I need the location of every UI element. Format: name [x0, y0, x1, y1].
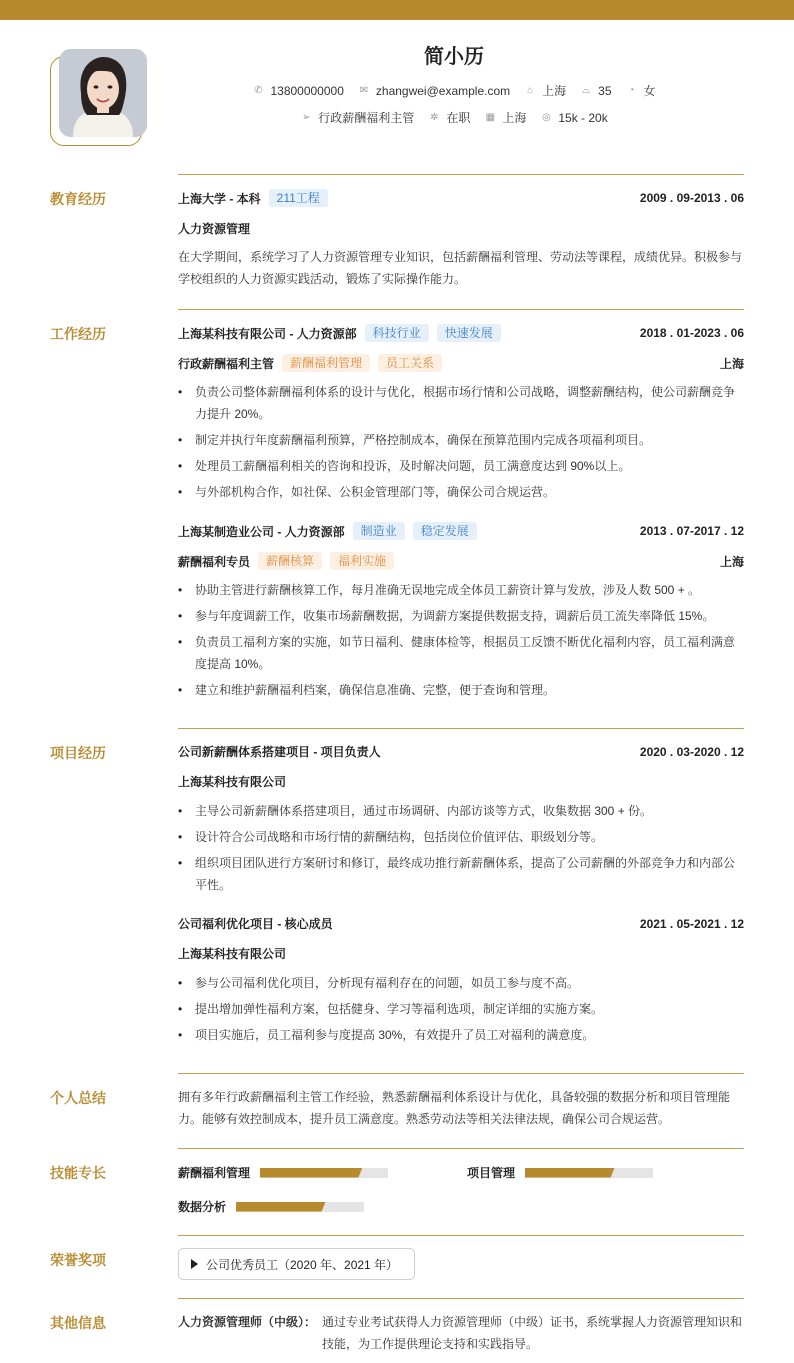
section-divider [178, 1073, 744, 1074]
home-icon: ⌂ [527, 85, 534, 96]
list-item: • 设计符合公司战略和市场行情的薪酬结构，包括岗位价值评估、职级划分等。 [178, 826, 744, 848]
section-title: 荣誉奖项 [50, 1252, 106, 1268]
age-icon: ⌓ [582, 85, 591, 96]
list-item: • 处理员工薪酬福利相关的咨询和投诉，及时解决问题，员工满意度达到 90%以上。 [178, 455, 744, 477]
salary-icon: ◎ [541, 112, 551, 123]
skill-name: 薪酬福利管理 [178, 1166, 251, 1180]
job-city: 上海 [719, 356, 744, 371]
age-text: 35 [598, 83, 612, 98]
section-title: 其他信息 [50, 1315, 106, 1331]
list-item: • 项目实施后，员工福利参与度提高 30%，有效提升了员工对福利的满意度。 [178, 1024, 744, 1046]
role-row [178, 552, 744, 570]
caret-right-icon [191, 1259, 198, 1269]
contact-row [120, 82, 788, 99]
job-header [178, 324, 744, 342]
job-date: 2013 . 07-2017 . 12 [639, 524, 744, 538]
education-date: 2009 . 09-2013 . 06 [639, 191, 744, 205]
bullet-text: 负责员工福利方案的实施，如节日福利、健康体检等，根据员工反馈不断优化福利内容，员工福利满意 [195, 635, 736, 649]
job-header [178, 522, 744, 540]
section-divider [178, 1235, 744, 1236]
section-divider [178, 174, 744, 175]
section-title: 个人总结 [50, 1090, 106, 1106]
age-item [580, 82, 611, 99]
location-item [524, 82, 566, 99]
status-icon: ✲ [430, 112, 439, 123]
summary-line: 力。能够有效控制成本，提升员工满意度。熟悉劳动法等相关法律法规，确保公司合规运营。 [178, 1112, 671, 1126]
list-item: • 建立和维护薪酬福利档案，确保信息准确、完整，便于查询和管理。 [178, 679, 744, 701]
list-item: • 制定并执行年度薪酬福利预算，严格控制成本，确保在预算范围内完成各项福利项目。 [178, 429, 744, 451]
project-header [178, 915, 744, 932]
project-date: 2021 . 05-2021 . 12 [639, 916, 744, 931]
list-item [178, 852, 744, 896]
building-icon: ▦ [485, 112, 496, 123]
project-header [178, 743, 744, 760]
skill-bar [236, 1202, 364, 1212]
job-intent-row [120, 109, 788, 126]
skill-bar-fill [525, 1168, 615, 1178]
industry-tag: 科技行业 [365, 324, 429, 342]
section-divider [178, 728, 744, 729]
section-title: 项目经历 [50, 745, 106, 761]
role-title: 薪酬福利专员 [178, 554, 251, 569]
mail-icon: ✉ [359, 85, 369, 96]
list-item: • 参与年度调薪工作，收集市场薪酬数据，为调薪方案提供数据支持，调薪后员工流失率降低 15%。 [178, 605, 744, 627]
bullet-text: 组织项目团队进行方案研讨和修订，最终成功推行新薪酬体系，提高了公司薪酬的外部竞争力和内部公 [195, 856, 736, 870]
award-toggle[interactable] [178, 1248, 415, 1280]
list-item: • 参与公司福利优化项目，分析现有福利存在的问题，如员工参与度不高。 [178, 972, 744, 994]
city-item [484, 109, 526, 126]
role-tag: 福利实施 [330, 552, 394, 570]
company-name: 上海某科技有限公司 - 人力资源部 [178, 326, 357, 341]
gender-item [626, 82, 656, 99]
other-line: 技能，为工作提供理论支持和实践指导。 [322, 1337, 539, 1351]
position-text: 行政薪酬福利主管 [318, 111, 415, 125]
send-icon: ➢ [302, 112, 311, 123]
gender-icon: ◔ [628, 85, 635, 96]
list-item: • 协助主管进行薪酬核算工作，每月准确无误地完成全体员工薪资计算与发放，涉及人数 500 + 。 [178, 579, 744, 601]
role-title: 行政薪酬福利主管 [178, 356, 275, 371]
list-item [178, 631, 744, 675]
section-title: 工作经历 [50, 326, 106, 342]
school-tag: 211工程 [269, 189, 328, 207]
bullet-text: 负责公司整体薪酬福利体系的设计与优化，根据市场行情和公司战略，调整薪酬结构，使公司薪酬竞争 [195, 385, 736, 399]
summary-line: 拥有多年行政薪酬福利主管工作经验，熟悉薪酬福利体系设计与优化，具备较强的数据分析和项目管理能 [178, 1090, 731, 1104]
bullet-text: 力提升 20%。 [195, 407, 271, 421]
phone-icon: ✆ [254, 85, 263, 96]
industry-tag: 快速发展 [437, 324, 501, 342]
email-text: zhangwei@example.com [375, 83, 511, 98]
status-item [428, 109, 470, 126]
skill-item [178, 1198, 364, 1215]
skill-item [178, 1164, 388, 1181]
project-name: 公司福利优化项目 - 核心成员 [178, 917, 333, 931]
skill-name: 项目管理 [467, 1166, 516, 1180]
job-city: 上海 [719, 554, 744, 569]
location-text: 上海 [542, 84, 567, 98]
top-accent-bar [0, 0, 794, 20]
major: 人力资源管理 [178, 222, 251, 236]
award-text: 公司优秀员工（2020 年、2021 年） [206, 1257, 399, 1272]
skill-bar-fill [260, 1168, 362, 1178]
role-tag: 薪酬核算 [258, 552, 322, 570]
education-header [178, 189, 744, 207]
list-item: • 主导公司新薪酬体系搭建项目，通过市场调研、内部访谈等方式，收集数据 300 + 份。 [178, 800, 744, 822]
gender-text: 女 [643, 84, 656, 98]
skill-bar [525, 1168, 653, 1178]
role-row [178, 354, 744, 372]
role-tag: 薪酬福利管理 [282, 354, 370, 372]
other-label: 人力资源管理师（中级）： [178, 1315, 317, 1329]
email-item [358, 82, 510, 99]
section-divider [178, 1148, 744, 1149]
role-tag: 员工关系 [378, 354, 442, 372]
phone-item [252, 82, 343, 99]
section-title: 教育经历 [50, 191, 106, 207]
list-item: • 与外部机构合作，如社保、公积金管理部门等，确保公司合规运营。 [178, 481, 744, 503]
project-company: 上海某科技有限公司 [178, 775, 287, 789]
school-name: 上海大学 - 本科 [178, 191, 261, 206]
phone-text: 13800000000 [270, 83, 344, 98]
skill-name: 数据分析 [178, 1200, 227, 1214]
list-item: • 提出增加弹性福利方案，包括健身、学习等福利选项，制定详细的实施方案。 [178, 998, 744, 1020]
company-name: 上海某制造业公司 - 人力资源部 [178, 524, 345, 539]
position-item [300, 109, 414, 126]
project-name: 公司新薪酬体系搭建项目 - 项目负责人 [178, 745, 381, 759]
project-company: 上海某科技有限公司 [178, 947, 287, 961]
bullet-text: 平性。 [195, 878, 232, 892]
salary-text: 15k - 20k [558, 110, 608, 125]
salary-item [540, 109, 607, 126]
job-date: 2018 . 01-2023 . 06 [639, 326, 744, 340]
other-line: 通过专业考试获得人力资源管理师（中级）证书，系统掌握人力资源管理知识和 [322, 1315, 743, 1329]
industry-tag: 制造业 [353, 522, 405, 540]
section-divider [178, 1298, 744, 1299]
industry-tag: 稳定发展 [413, 522, 477, 540]
skill-item [467, 1164, 653, 1181]
education-desc-line: 学校组织的人力资源实践活动，锻炼了实际操作能力。 [178, 272, 467, 286]
section-divider [178, 309, 744, 310]
skill-bar [260, 1168, 388, 1178]
skill-bar-fill [236, 1202, 326, 1212]
project-date: 2020 . 03-2020 . 12 [639, 744, 744, 759]
education-desc-line: 在大学期间，系统学习了人力资源管理专业知识，包括薪酬福利管理、劳动法等课程，成绩优异。积极参与 [178, 250, 743, 264]
bullet-text: 度提高 10%。 [195, 657, 271, 671]
status-text: 在职 [446, 111, 471, 125]
city-text: 上海 [502, 111, 527, 125]
section-title: 技能专长 [50, 1165, 106, 1181]
list-item [178, 381, 744, 425]
candidate-name: 简小历 [424, 46, 484, 68]
